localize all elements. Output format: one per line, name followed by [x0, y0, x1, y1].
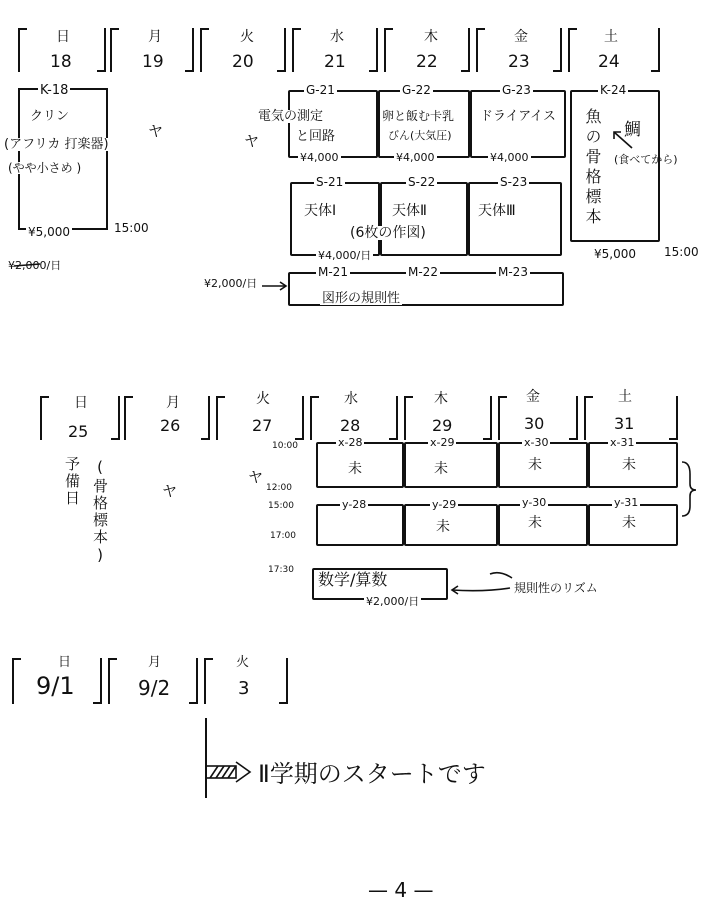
yobi-note: (骨格標本): [91, 458, 109, 566]
g22-price: ¥4,000: [396, 151, 435, 164]
x-code: x-28: [338, 436, 363, 449]
day-of-week: 木: [424, 29, 438, 45]
s21-title: 天体Ⅰ: [304, 203, 337, 219]
math-note: 規則性のリズム: [514, 581, 598, 595]
k24-note1: 鯛: [624, 120, 641, 140]
mi-mark: 未: [622, 515, 636, 531]
day-date: 9/2: [138, 676, 171, 700]
day-date: 21: [324, 52, 346, 72]
mi-mark: 未: [348, 461, 362, 477]
y-code: y-29: [432, 498, 457, 511]
mi-mark: 未: [622, 457, 636, 473]
time-label: 17:30: [268, 565, 294, 575]
m22-code: M-22: [408, 265, 438, 279]
term-start-text: Ⅱ学期のスタートです: [258, 760, 486, 788]
g23-code: G-23: [502, 83, 531, 97]
day-date: 20: [232, 52, 254, 72]
s23-code: S-23: [500, 175, 528, 189]
x-code: x-30: [524, 436, 549, 449]
s23-title: 天体Ⅲ: [478, 203, 516, 219]
day-date: 23: [508, 52, 530, 72]
k18-line3: (やや小さめ ): [8, 161, 82, 175]
ya-mark: ヤ: [148, 122, 164, 140]
k24-time: 15:00: [664, 245, 699, 259]
day-of-week: 木: [434, 391, 448, 407]
m23-code: M-23: [498, 265, 528, 279]
day-date: 29: [432, 416, 453, 435]
y-code: y-28: [342, 498, 367, 511]
k24-code: K-24: [600, 83, 627, 97]
day-of-week: 火: [240, 29, 254, 45]
day-of-week: 水: [330, 29, 344, 45]
day-of-week: 月: [148, 655, 162, 670]
day-date: 25: [68, 422, 89, 441]
g21-line2: と回路: [296, 129, 336, 144]
s-note: (6枚の作図): [350, 225, 426, 241]
s22-title: 天体Ⅱ: [392, 203, 427, 219]
k18-code: K-18: [40, 83, 69, 98]
time-label: 12:00: [266, 483, 292, 493]
k18-price: ¥5,000: [28, 225, 70, 239]
k24-vertical: 魚の骨格標本: [583, 108, 602, 228]
rate-left: ¥2,000/日: [8, 259, 62, 272]
day-date: 24: [598, 52, 620, 72]
mi-mark: 未: [528, 515, 542, 531]
day-of-week: 月: [148, 29, 162, 45]
g22-line2: びん(大気圧): [388, 129, 452, 142]
day-of-week: 金: [514, 29, 528, 45]
g23-line1: ドライアイス: [480, 109, 556, 124]
math-price: ¥2,000/日: [366, 595, 420, 608]
day-date: 3: [238, 678, 250, 699]
day-of-week: 日: [74, 395, 88, 411]
day-of-week: 土: [604, 29, 618, 45]
day-of-week: 日: [56, 29, 70, 45]
g22-line1: 卵と飯む卡乳: [382, 109, 455, 123]
arrow-line: [614, 132, 632, 148]
ya-mark: ヤ: [162, 482, 178, 500]
day-date: 26: [160, 416, 181, 435]
mi-mark: 未: [436, 519, 450, 535]
x-code: x-29: [430, 436, 455, 449]
m-rate: ¥2,000/日: [204, 277, 258, 290]
page-number: — 4 —: [368, 878, 434, 902]
math-title: 数学/算数: [318, 570, 388, 589]
g21-price: ¥4,000: [300, 151, 339, 164]
time-label: 17:00: [270, 531, 296, 541]
mi-mark: 未: [434, 461, 448, 477]
g21-line1: 電気の測定: [258, 109, 324, 124]
day-of-week: 金: [526, 389, 540, 405]
g21-code: G-21: [306, 83, 335, 97]
day-date: 22: [416, 52, 438, 72]
mi-mark: 未: [528, 457, 542, 473]
y-code: y-30: [522, 496, 547, 509]
arrow-head: [236, 762, 250, 782]
curve: [490, 573, 512, 578]
day-of-week: 土: [618, 389, 632, 405]
m21-code: M-21: [318, 265, 348, 279]
day-of-week: 水: [344, 391, 358, 407]
s-price: ¥4,000/日: [318, 249, 372, 262]
brace: [682, 462, 696, 516]
g22-code: G-22: [402, 83, 431, 97]
g23-price: ¥4,000: [490, 151, 529, 164]
k24-note2: (食べてから): [614, 153, 678, 166]
s21-code: S-21: [316, 175, 344, 189]
m-title: 図形の規則性: [322, 291, 401, 306]
time-label: 15:00: [268, 501, 294, 511]
arrow-line: [452, 588, 510, 591]
yobi-label: 予備日: [63, 456, 81, 507]
k18-line2: (アフリカ 打楽器): [4, 137, 109, 152]
ya-mark: ヤ: [244, 132, 260, 150]
day-date: 28: [340, 416, 361, 435]
day-date: 31: [614, 414, 635, 433]
day-of-week: 火: [256, 391, 270, 407]
day-date: 18: [50, 52, 72, 72]
k18-line1: クリン: [30, 109, 70, 124]
x-code: x-31: [610, 436, 635, 449]
y-code: y-31: [614, 496, 639, 509]
ya-mark: ヤ: [248, 468, 264, 486]
day-date: 30: [524, 414, 545, 433]
s22-code: S-22: [408, 175, 436, 189]
day-date: 19: [142, 52, 164, 72]
k18-time: 15:00: [114, 221, 149, 235]
day-of-week: 月: [166, 395, 180, 411]
day-date: 9/1: [36, 672, 75, 700]
day-date: 27: [252, 416, 273, 435]
day-of-week: 火: [236, 655, 250, 670]
time-label: 10:00: [272, 441, 298, 451]
dash-line: [14, 264, 40, 266]
day-of-week: 日: [58, 655, 72, 670]
k24-price: ¥5,000: [594, 247, 636, 261]
